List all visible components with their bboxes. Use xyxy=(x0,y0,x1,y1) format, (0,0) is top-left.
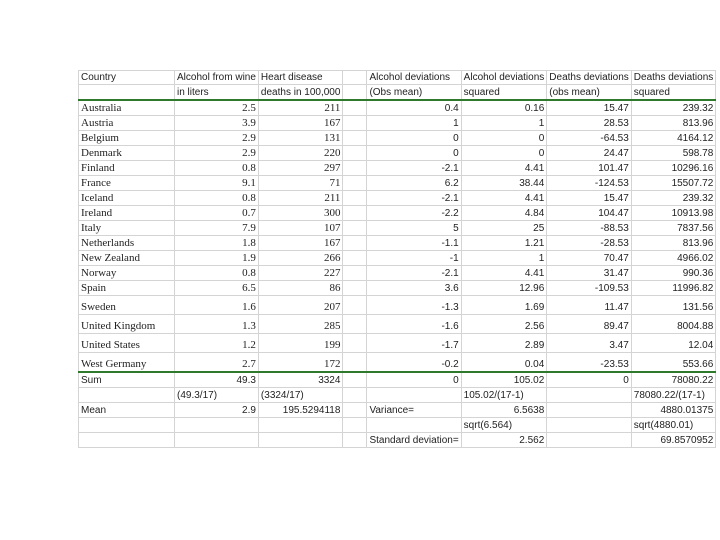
death-dev-cell[interactable]: -88.53 xyxy=(547,221,632,236)
empty-cell[interactable] xyxy=(343,100,367,116)
header-alc-sq[interactable]: Alcohol deviations xyxy=(461,71,547,85)
header-alc-dev[interactable]: Alcohol deviations xyxy=(367,71,461,85)
death-dev-cell[interactable]: 3.47 xyxy=(547,334,632,353)
empty-cell[interactable] xyxy=(343,191,367,206)
empty-cell[interactable] xyxy=(343,353,367,373)
header-death-dev[interactable]: Deaths deviations xyxy=(547,71,632,85)
empty-cell[interactable] xyxy=(343,334,367,353)
country-cell[interactable]: Sweden xyxy=(79,296,175,315)
alc-dev-cell[interactable]: 0.4 xyxy=(367,100,461,116)
header-country[interactable]: Country xyxy=(79,71,175,85)
alc-sq-cell[interactable]: 1.21 xyxy=(461,236,547,251)
alc-dev-cell[interactable]: -2.1 xyxy=(367,161,461,176)
country-cell[interactable]: Norway xyxy=(79,266,175,281)
deaths-cell[interactable]: 199 xyxy=(258,334,343,353)
empty-cell[interactable] xyxy=(175,418,259,433)
alc-dev-cell[interactable]: 1 xyxy=(367,116,461,131)
alc-sq-cell[interactable]: 2.89 xyxy=(461,334,547,353)
death-dev-cell[interactable]: -28.53 xyxy=(547,236,632,251)
empty-cell[interactable] xyxy=(343,85,367,101)
alcohol-cell[interactable]: 2.5 xyxy=(175,100,259,116)
alc-dev-cell[interactable]: -2.2 xyxy=(367,206,461,221)
empty-cell[interactable] xyxy=(343,146,367,161)
table-row xyxy=(79,296,716,315)
death-sq-cell[interactable]: 10913.98 xyxy=(631,206,716,221)
header-heart[interactable]: Heart disease xyxy=(258,71,343,85)
mean-deaths[interactable]: 195.5294118 xyxy=(258,403,343,418)
country-cell[interactable]: Italy xyxy=(79,221,175,236)
alc-sq-cell[interactable]: 38.44 xyxy=(461,176,547,191)
alc-sq-cell[interactable]: 1 xyxy=(461,251,547,266)
mean-label[interactable]: Mean xyxy=(79,403,175,418)
formula-row xyxy=(79,388,716,403)
table-row xyxy=(79,100,716,116)
deaths-mean-formula[interactable]: (3324/17) xyxy=(258,388,343,403)
empty-cell[interactable] xyxy=(343,388,367,403)
empty-cell[interactable] xyxy=(343,176,367,191)
death-dev-cell[interactable]: -64.53 xyxy=(547,131,632,146)
sum-death-sq[interactable]: 78080.22 xyxy=(631,372,716,388)
alc-dev-cell[interactable]: 5 xyxy=(367,221,461,236)
alcohol-cell[interactable]: 2.9 xyxy=(175,131,259,146)
empty-cell[interactable] xyxy=(547,433,632,448)
header-row-2 xyxy=(79,85,716,101)
death-sq-cell[interactable]: 813.96 xyxy=(631,116,716,131)
sum-label[interactable]: Sum xyxy=(79,372,175,388)
alc-sq-cell[interactable]: 4.41 xyxy=(461,191,547,206)
empty-cell[interactable] xyxy=(343,206,367,221)
death-dev-cell[interactable]: -124.53 xyxy=(547,176,632,191)
sd-row xyxy=(79,433,716,448)
alcohol-cell[interactable]: 0.7 xyxy=(175,206,259,221)
alc-sq-cell[interactable]: 0.04 xyxy=(461,353,547,373)
alcohol-cell[interactable]: 0.8 xyxy=(175,161,259,176)
empty-cell[interactable] xyxy=(343,418,367,433)
death-sq-cell[interactable]: 11996.82 xyxy=(631,281,716,296)
table-row xyxy=(79,315,716,334)
alcohol-cell[interactable]: 1.9 xyxy=(175,251,259,266)
table-row xyxy=(79,251,716,266)
alcohol-cell[interactable]: 1.8 xyxy=(175,236,259,251)
country-cell[interactable]: Spain xyxy=(79,281,175,296)
death-dev-cell[interactable]: 15.47 xyxy=(547,191,632,206)
empty-cell[interactable] xyxy=(175,433,259,448)
death-sqrt-formula[interactable]: sqrt(4880.01) xyxy=(631,418,716,433)
header-alc-sq-sub[interactable]: squared xyxy=(461,85,547,101)
empty-cell[interactable] xyxy=(343,315,367,334)
alcohol-cell[interactable]: 3.9 xyxy=(175,116,259,131)
table-row xyxy=(79,266,716,281)
empty-cell[interactable] xyxy=(547,388,632,403)
alcohol-cell[interactable]: 0.8 xyxy=(175,191,259,206)
death-sq-cell[interactable]: 813.96 xyxy=(631,236,716,251)
death-sq-cell[interactable]: 131.56 xyxy=(631,296,716,315)
empty-cell[interactable] xyxy=(367,388,461,403)
alc-sq-cell[interactable]: 2.56 xyxy=(461,315,547,334)
spreadsheet-table xyxy=(78,70,716,448)
death-dev-cell[interactable]: 89.47 xyxy=(547,315,632,334)
death-sq-cell[interactable]: 15507.72 xyxy=(631,176,716,191)
death-sq-cell[interactable]: 990.36 xyxy=(631,266,716,281)
alc-dev-cell[interactable]: 6.2 xyxy=(367,176,461,191)
alc-mean-formula[interactable]: (49.3/17) xyxy=(175,388,259,403)
alc-sq-cell[interactable]: 12.96 xyxy=(461,281,547,296)
deaths-cell[interactable]: 297 xyxy=(258,161,343,176)
empty-cell[interactable] xyxy=(79,433,175,448)
alc-sq-cell[interactable]: 25 xyxy=(461,221,547,236)
empty-cell[interactable] xyxy=(79,418,175,433)
deaths-cell[interactable]: 285 xyxy=(258,315,343,334)
country-cell[interactable]: Iceland xyxy=(79,191,175,206)
alc-sd[interactable]: 2.562 xyxy=(461,433,547,448)
death-dev-cell[interactable]: 28.53 xyxy=(547,116,632,131)
table-row xyxy=(79,176,716,191)
alcohol-cell[interactable]: 1.3 xyxy=(175,315,259,334)
empty-cell[interactable] xyxy=(343,433,367,448)
empty-cell[interactable] xyxy=(343,131,367,146)
sqrt-row xyxy=(79,418,716,433)
death-sq-cell[interactable]: 10296.16 xyxy=(631,161,716,176)
deaths-cell[interactable]: 211 xyxy=(258,191,343,206)
alc-sq-cell[interactable]: 4.84 xyxy=(461,206,547,221)
alc-sq-cell[interactable]: 1.69 xyxy=(461,296,547,315)
empty-cell[interactable] xyxy=(343,266,367,281)
mean-row xyxy=(79,403,716,418)
table-row xyxy=(79,116,716,131)
deaths-cell[interactable]: 300 xyxy=(258,206,343,221)
alc-sq-cell[interactable]: 1 xyxy=(461,116,547,131)
country-cell[interactable]: New Zealand xyxy=(79,251,175,266)
alcohol-cell[interactable]: 6.5 xyxy=(175,281,259,296)
table-row xyxy=(79,221,716,236)
country-cell[interactable]: Ireland xyxy=(79,206,175,221)
empty-cell[interactable] xyxy=(343,251,367,266)
alc-dev-cell[interactable]: -1.3 xyxy=(367,296,461,315)
empty-cell[interactable] xyxy=(343,71,367,85)
empty-cell[interactable] xyxy=(343,116,367,131)
header-alcohol-unit[interactable]: in liters xyxy=(175,85,259,101)
alcohol-cell[interactable]: 1.2 xyxy=(175,334,259,353)
sum-row xyxy=(79,372,716,388)
alc-dev-cell[interactable]: -1.6 xyxy=(367,315,461,334)
table-row xyxy=(79,146,716,161)
header-death-sq-sub[interactable]: squared xyxy=(631,85,716,101)
country-cell[interactable]: West Germany xyxy=(79,353,175,373)
sum-alcohol[interactable]: 49.3 xyxy=(175,372,259,388)
death-sq-cell[interactable]: 4966.02 xyxy=(631,251,716,266)
deaths-cell[interactable]: 207 xyxy=(258,296,343,315)
header-alcohol[interactable]: Alcohol from wine xyxy=(175,71,259,85)
empty-cell[interactable] xyxy=(343,281,367,296)
table-row xyxy=(79,191,716,206)
death-dev-cell[interactable]: 31.47 xyxy=(547,266,632,281)
country-cell[interactable]: Denmark xyxy=(79,146,175,161)
death-dev-cell[interactable]: 11.47 xyxy=(547,296,632,315)
country-cell[interactable]: United States xyxy=(79,334,175,353)
header-death-dev-sub[interactable]: (obs mean) xyxy=(547,85,632,101)
alcohol-cell[interactable]: 2.7 xyxy=(175,353,259,373)
deaths-cell[interactable]: 220 xyxy=(258,146,343,161)
deaths-cell[interactable]: 71 xyxy=(258,176,343,191)
alcohol-cell[interactable]: 7.9 xyxy=(175,221,259,236)
table-row xyxy=(79,206,716,221)
country-cell[interactable]: Belgium xyxy=(79,131,175,146)
death-sq-cell[interactable]: 598.78 xyxy=(631,146,716,161)
death-dev-cell[interactable]: -23.53 xyxy=(547,353,632,373)
death-sq-cell[interactable]: 7837.56 xyxy=(631,221,716,236)
death-sq-cell[interactable]: 8004.88 xyxy=(631,315,716,334)
empty-cell[interactable] xyxy=(343,236,367,251)
alcohol-cell[interactable]: 2.9 xyxy=(175,146,259,161)
table-row xyxy=(79,236,716,251)
alcohol-cell[interactable]: 0.8 xyxy=(175,266,259,281)
death-dev-cell[interactable]: 15.47 xyxy=(547,100,632,116)
alc-dev-cell[interactable]: -0.2 xyxy=(367,353,461,373)
sd-label[interactable]: Standard deviation= xyxy=(367,433,461,448)
death-sq-cell[interactable]: 4164.12 xyxy=(631,131,716,146)
deaths-cell[interactable]: 131 xyxy=(258,131,343,146)
country-cell[interactable]: Australia xyxy=(79,100,175,116)
death-sd[interactable]: 69.8570952 xyxy=(631,433,716,448)
alc-dev-cell[interactable]: 3.6 xyxy=(367,281,461,296)
alc-variance[interactable]: 6.5638 xyxy=(461,403,547,418)
sum-alc-dev[interactable]: 0 xyxy=(367,372,461,388)
deaths-cell[interactable]: 211 xyxy=(258,100,343,116)
country-cell[interactable]: Austria xyxy=(79,116,175,131)
alc-sqrt-formula[interactable]: sqrt(6.564) xyxy=(461,418,547,433)
alc-dev-cell[interactable]: -2.1 xyxy=(367,191,461,206)
alcohol-cell[interactable]: 1.6 xyxy=(175,296,259,315)
empty-cell[interactable] xyxy=(79,85,175,101)
empty-cell[interactable] xyxy=(367,418,461,433)
death-dev-cell[interactable]: 101.47 xyxy=(547,161,632,176)
sum-death-dev[interactable]: 0 xyxy=(547,372,632,388)
deaths-cell[interactable]: 86 xyxy=(258,281,343,296)
header-heart-unit[interactable]: deaths in 100,000 xyxy=(258,85,343,101)
empty-cell[interactable] xyxy=(343,161,367,176)
sum-alc-sq[interactable]: 105.02 xyxy=(461,372,547,388)
header-death-sq[interactable]: Deaths deviations xyxy=(631,71,716,85)
empty-cell[interactable] xyxy=(343,221,367,236)
country-cell[interactable]: Finland xyxy=(79,161,175,176)
alc-dev-cell[interactable]: 0 xyxy=(367,131,461,146)
country-cell[interactable]: France xyxy=(79,176,175,191)
deaths-cell[interactable]: 107 xyxy=(258,221,343,236)
death-sq-cell[interactable]: 239.32 xyxy=(631,191,716,206)
death-sq-cell[interactable]: 239.32 xyxy=(631,100,716,116)
death-dev-cell[interactable]: 24.47 xyxy=(547,146,632,161)
empty-cell[interactable] xyxy=(79,388,175,403)
alc-sq-cell[interactable]: 0.16 xyxy=(461,100,547,116)
empty-cell[interactable] xyxy=(343,403,367,418)
death-sq-cell[interactable]: 12.04 xyxy=(631,334,716,353)
empty-cell[interactable] xyxy=(343,372,367,388)
alc-sq-cell[interactable]: 4.41 xyxy=(461,161,547,176)
deaths-cell[interactable]: 172 xyxy=(258,353,343,373)
country-cell[interactable]: United Kingdom xyxy=(79,315,175,334)
header-alc-dev-sub[interactable]: (Obs mean) xyxy=(367,85,461,101)
alcohol-cell[interactable]: 9.1 xyxy=(175,176,259,191)
empty-cell[interactable] xyxy=(547,403,632,418)
empty-cell[interactable] xyxy=(343,296,367,315)
alc-sq-cell[interactable]: 0 xyxy=(461,146,547,161)
alc-dev-cell[interactable]: -1 xyxy=(367,251,461,266)
alc-sq-cell[interactable]: 4.41 xyxy=(461,266,547,281)
alc-dev-cell[interactable]: -1.7 xyxy=(367,334,461,353)
deaths-cell[interactable]: 167 xyxy=(258,116,343,131)
table-row xyxy=(79,131,716,146)
empty-cell[interactable] xyxy=(258,433,343,448)
alc-variance-formula[interactable]: 105.02/(17-1) xyxy=(461,388,547,403)
table-row xyxy=(79,334,716,353)
variance-label[interactable]: Variance= xyxy=(367,403,461,418)
header-row xyxy=(79,71,716,85)
alc-sq-cell[interactable]: 0 xyxy=(461,131,547,146)
death-variance-formula[interactable]: 78080.22/(17-1) xyxy=(631,388,716,403)
alc-dev-cell[interactable]: -2.1 xyxy=(367,266,461,281)
death-sq-cell[interactable]: 553.66 xyxy=(631,353,716,373)
country-cell[interactable]: Netherlands xyxy=(79,236,175,251)
alc-dev-cell[interactable]: -1.1 xyxy=(367,236,461,251)
sum-deaths[interactable]: 3324 xyxy=(258,372,343,388)
death-dev-cell[interactable]: 104.47 xyxy=(547,206,632,221)
table-row xyxy=(79,161,716,176)
death-variance[interactable]: 4880.01375 xyxy=(631,403,716,418)
table-row xyxy=(79,353,716,373)
empty-cell[interactable] xyxy=(258,418,343,433)
table-row xyxy=(79,281,716,296)
deaths-cell[interactable]: 266 xyxy=(258,251,343,266)
deaths-cell[interactable]: 227 xyxy=(258,266,343,281)
empty-cell[interactable] xyxy=(547,418,632,433)
deaths-cell[interactable]: 167 xyxy=(258,236,343,251)
alc-dev-cell[interactable]: 0 xyxy=(367,146,461,161)
mean-alcohol[interactable]: 2.9 xyxy=(175,403,259,418)
death-dev-cell[interactable]: 70.47 xyxy=(547,251,632,266)
death-dev-cell[interactable]: -109.53 xyxy=(547,281,632,296)
